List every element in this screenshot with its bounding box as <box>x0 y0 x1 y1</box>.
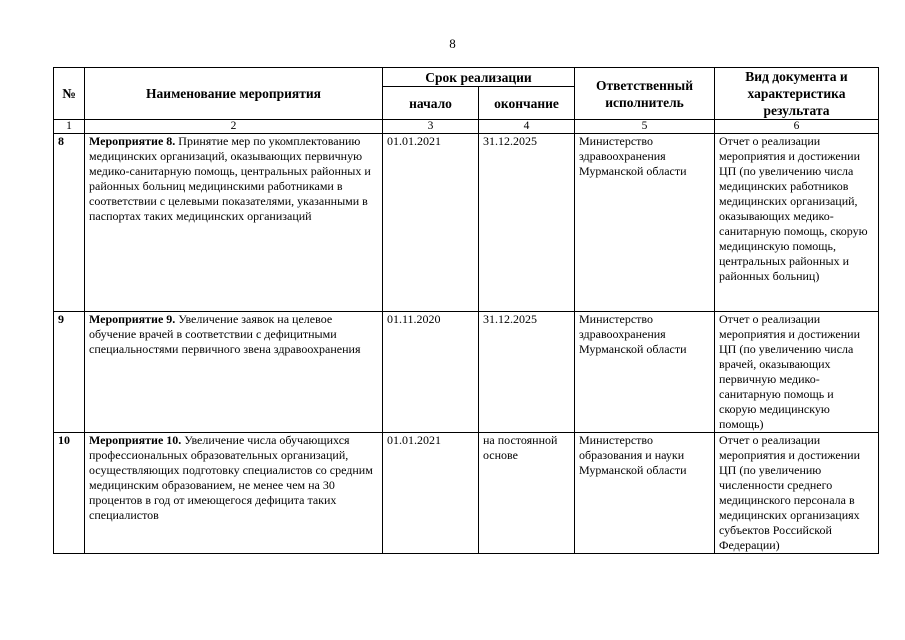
responsible: Министерство образования и науки Мурманской области <box>575 433 715 554</box>
header-name: Наименование мероприятия <box>85 68 383 120</box>
table-row <box>54 312 879 433</box>
table-row <box>54 134 879 312</box>
header-row-top <box>54 68 879 87</box>
col-number: 3 <box>383 120 479 134</box>
col-number: 6 <box>715 120 879 134</box>
start-date: 01.01.2021 <box>383 433 479 554</box>
header-start: начало <box>383 87 479 120</box>
measure-title: Мероприятие 10. <box>89 433 182 447</box>
end-date: 31.12.2025 <box>479 134 575 312</box>
row-number: 10 <box>54 433 85 554</box>
header-end: окончание <box>479 87 575 120</box>
end-date: 31.12.2025 <box>479 312 575 433</box>
col-number: 5 <box>575 120 715 134</box>
result-description: Отчет о реализации мероприятия и достижении ЦП (по увеличению численности среднего медицинского персонала в медицинских организациях субъектов Российской Федерации) <box>715 433 879 554</box>
end-date: на постоянной основе <box>479 433 575 554</box>
result-description: Отчет о реализации мероприятия и достижении ЦП (по увеличению числа медицинских работников медицинских организаций, оказывающих медико-санитарную помощь, скорую медицинскую помощь, центральных районных и районных больниц) <box>715 134 879 312</box>
col-number: 2 <box>85 120 383 134</box>
column-numbers-row <box>54 120 879 134</box>
measure-text: Принятие мер по укомплектованию медицинских организаций, оказывающих первичную медико-санитарную помощь, центральных районных и районных больниц медицинскими работниками в соответствии с целевыми показателями, указанными в паспортах таких медицинских организаций <box>89 134 371 223</box>
measure-name <box>85 312 383 433</box>
header-doc-type: Вид документа и характеристика результата <box>715 68 879 120</box>
start-date: 01.01.2021 <box>383 134 479 312</box>
measure-title: Мероприятие 8. <box>89 134 176 148</box>
measure-name <box>85 134 383 312</box>
col-number: 1 <box>54 120 85 134</box>
measure-text: Увеличение числа обучающихся профессиональных образовательных организаций, осуществляющих подготовку специалистов со средним медицинским образованием, не менее чем на 30 процентов в год от имеющегося дефицита таких специалистов <box>89 433 373 522</box>
col-number: 4 <box>479 120 575 134</box>
measures-table <box>53 67 879 554</box>
measure-name <box>85 433 383 554</box>
responsible: Министерство здравоохранения Мурманской области <box>575 134 715 312</box>
header-num: № <box>54 68 85 120</box>
measure-text: Увеличение заявок на целевое обучение врачей в соответствии с дефицитными специальностями первичного звена здравоохранения <box>89 312 361 356</box>
page-number: 8 <box>449 36 456 51</box>
row-number: 8 <box>54 134 85 312</box>
responsible: Министерство здравоохранения Мурманской области <box>575 312 715 433</box>
start-date: 01.11.2020 <box>383 312 479 433</box>
header-responsible: Ответственный исполнитель <box>575 68 715 120</box>
measure-title: Мероприятие 9. <box>89 312 176 326</box>
result-description: Отчет о реализации мероприятия и достижении ЦП (по увеличению числа врачей, оказывающих первичную медико-санитарную помощь и скорую медицинскую помощь) <box>715 312 879 433</box>
table-row <box>54 433 879 554</box>
row-number: 9 <box>54 312 85 433</box>
header-term: Срок реализации <box>383 68 575 87</box>
